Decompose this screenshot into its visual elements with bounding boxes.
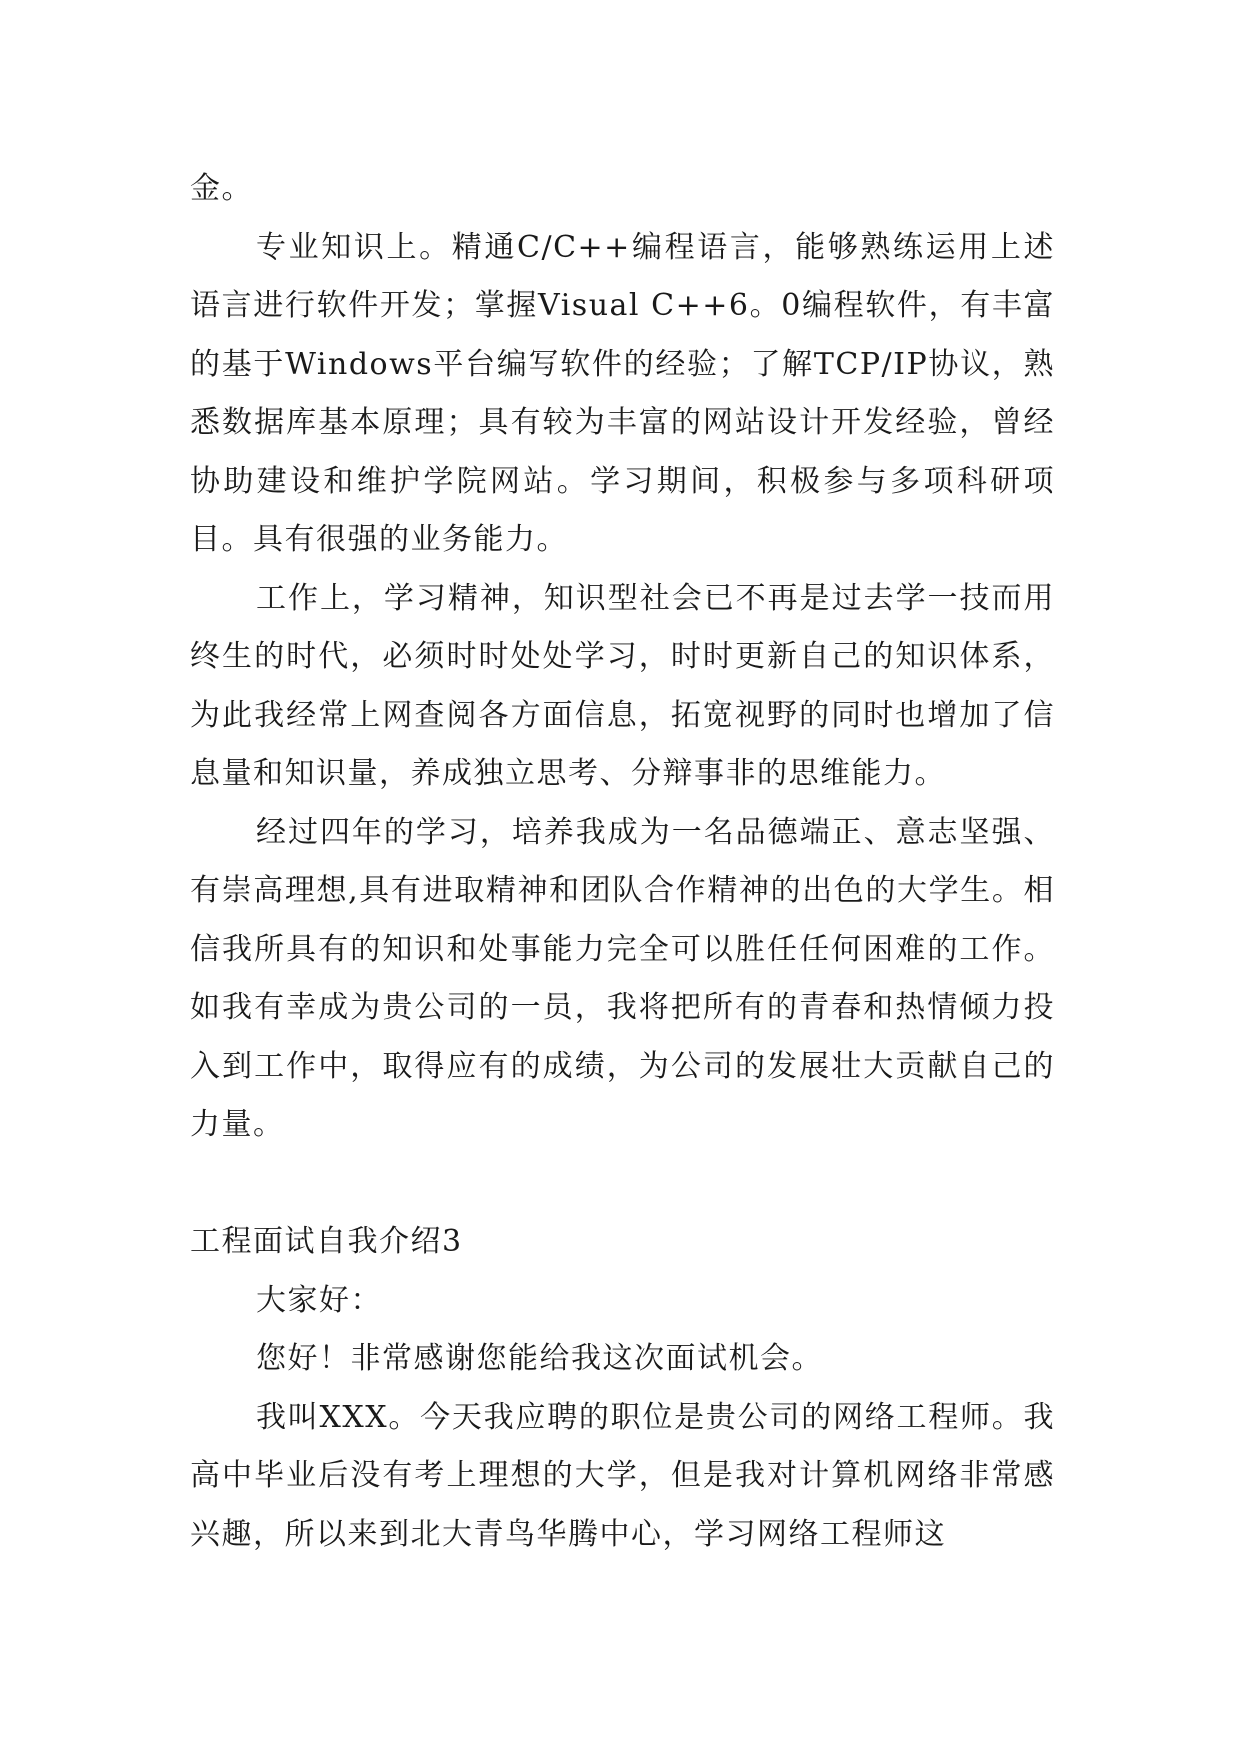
paragraph-summary: 经过四年的学习，培养我成为一名品德端正、意志坚强、有崇高理想,具有进取精神和团队合作精神的出色的大学生。相信我所具有的知识和处事能力完全可以胜任任何困难的工作。如我有幸成为贵公司的一员，我将把所有的青春和热情倾力投入到工作中，取得应有的成绩，为公司的发展壮大贡献自己的力量。: [190, 814, 1055, 1142]
paragraph-thanks: 您好！非常感谢您能给我这次面试机会。: [256, 1341, 823, 1376]
section-title: 工程面试自我介绍3: [190, 1224, 463, 1259]
paragraph-work-attitude: 工作上，学习精神，知识型社会已不再是过去学一技而用终生的时代，必须时时处处学习，时时更新自己的知识体系，为此我经常上网查阅各方面信息，拓宽视野的同时也增加了信息量和知识量，养成独立思考、分辩事非的思维能力。: [190, 580, 1055, 791]
document-body: [190, 160, 1055, 1564]
paragraph-introduction: 我叫XXX。今天我应聘的职位是贵公司的网络工程师。我高中毕业后没有考上理想的大学，但是我对计算机网络非常感兴趣，所以来到北大青鸟华腾中心，学习网络工程师这: [190, 1399, 1055, 1552]
paragraph-continuation: 金。: [190, 171, 253, 206]
paragraph-greeting: 大家好：: [256, 1282, 382, 1318]
paragraph-professional-knowledge: 专业知识上。精通C/C++编程语言，能够熟练运用上述语言进行软件开发；掌握Visual C++6。0编程软件，有丰富的基于Windows平台编写软件的经验；了解TCP/IP协议，熟悉数据库基本原理；具有较为丰富的网站设计开发经验，曾经协助建设和维护学院网站。学习期间，积极参与多项科研项目。具有很强的业务能力。: [190, 229, 1055, 557]
